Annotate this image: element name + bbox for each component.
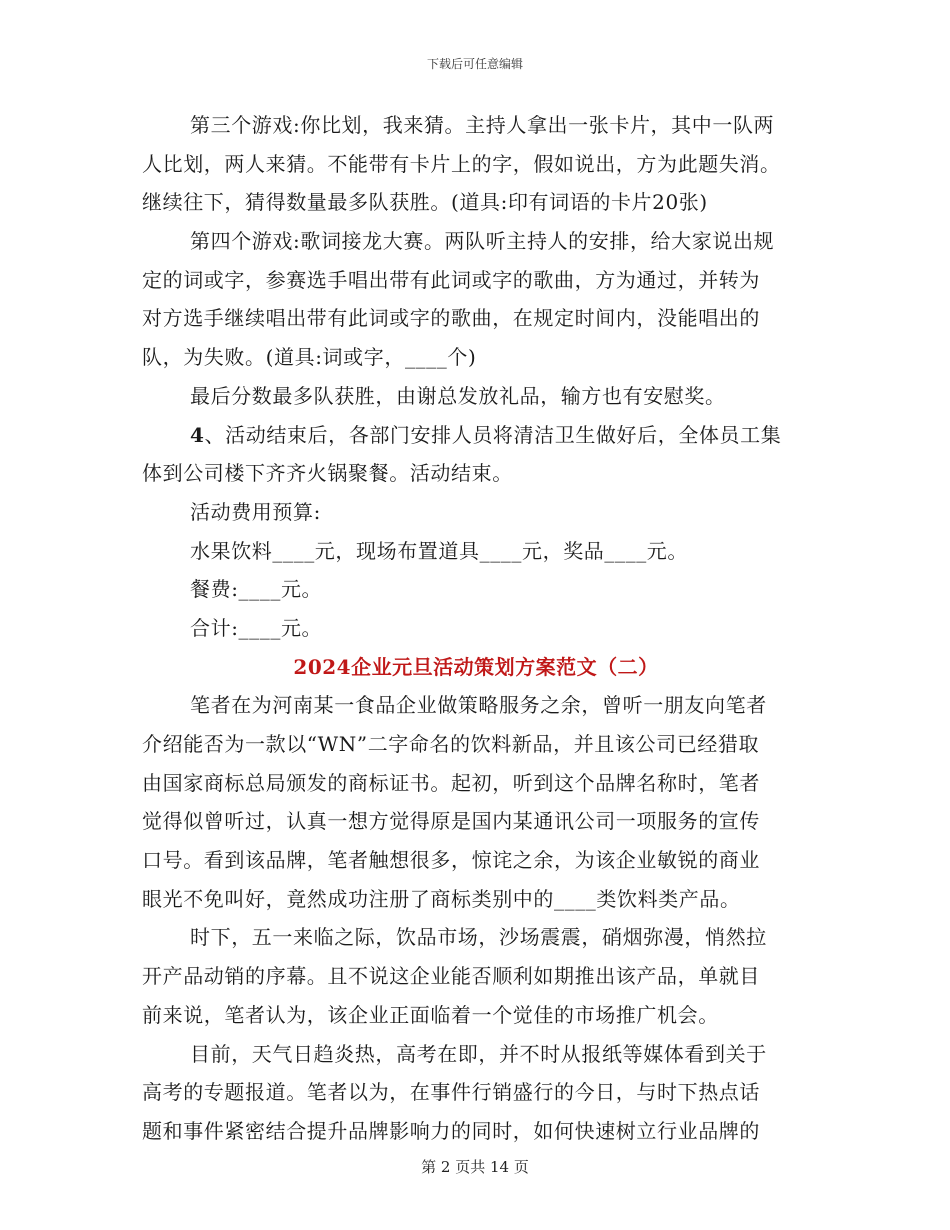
line-text: 眼光不免叫好，竟然成功注册了商标类别中的____类饮料类产品。: [142, 886, 741, 911]
text-line: [142, 532, 810, 571]
line-text: 最后分数最多队获胜，由谢总发放礼品，输方也有安慰奖。: [190, 383, 726, 408]
text-line: [142, 841, 810, 880]
line-text: 定的词或字，参赛选手唱出带有此词或字的歌曲，方为通过，并转为: [142, 267, 760, 292]
text-line: [142, 183, 810, 222]
line-text: 开产品动销的序幕。且不说这企业能否顺利如期推出该产品，单就目: [142, 964, 760, 989]
line-text: 口号。看到该品牌，笔者触想很多，惊诧之余，为该企业敏锐的商业: [142, 848, 760, 873]
text-line: [142, 764, 810, 803]
text-line: [142, 338, 810, 377]
text-line: [142, 261, 810, 300]
text-line: [142, 1073, 810, 1112]
text-line: [142, 609, 810, 648]
text-line: [142, 416, 810, 455]
line-text: 笔者在为河南某一食品企业做策略服务之余，曾听一朋友向笔者: [190, 693, 767, 718]
line-text: 活动费用预算:: [190, 499, 321, 524]
text-line: [142, 918, 810, 957]
text-line: [142, 996, 810, 1035]
line-text: 人比划，两人来猜。不能带有卡片上的字，假如说出，方为此题失消。: [142, 151, 781, 176]
line-text: 、活动结束后，各部门安排人员将清洁卫生做好后，全体员工集: [204, 422, 782, 447]
text-line: [142, 145, 810, 184]
section-two-text: [142, 686, 810, 1150]
page-header: 下载后可任意编辑: [426, 57, 523, 71]
text-line: [142, 222, 810, 261]
text-line: [142, 493, 810, 532]
line-text: 第四个游戏:歌词接龙大赛。两队听主持人的安排，给大家说出规: [190, 229, 775, 254]
text-line: [142, 299, 810, 338]
line-text: 队，为失败。(道具:词或字，____个): [142, 345, 477, 370]
text-line: [142, 454, 810, 493]
text-line: [142, 377, 810, 416]
line-text: 由国家商标总局颁发的商标证书。起初，听到这个品牌名称时，笔者: [142, 770, 760, 795]
line-text: 觉得似曾听过，认真一想方觉得原是国内某通讯公司一项服务的宣传: [142, 809, 760, 834]
list-number: 4: [190, 422, 205, 447]
section-one-text: [142, 106, 810, 648]
line-text: 餐费:____元。: [190, 577, 323, 602]
document-body: [142, 106, 810, 1151]
line-text: 题和事件紧密结合提升品牌影响力的同时，如何快速树立行业品牌的: [142, 1118, 760, 1143]
text-line: [142, 686, 810, 725]
text-line: [142, 570, 810, 609]
line-text: 继续往下，猜得数量最多队获胜。(道具:印有词语的卡片20张): [142, 190, 708, 215]
line-text: 目前，天气日趋炎热，高考在即，并不时从报纸等媒体看到关于: [190, 1041, 767, 1066]
section-title: 2024企业元旦活动策划方案范文（二）: [293, 654, 659, 679]
line-text: 体到公司楼下齐齐火锅聚餐。活动结束。: [142, 461, 513, 486]
line-text: 水果饮料____元，现场布置道具____元，奖品____元。: [190, 538, 688, 563]
line-text: 介绍能否为一款以“WN”二字命名的饮料新品，并且该公司已经猎取: [142, 732, 760, 756]
text-line: [142, 106, 810, 145]
line-text: 对方选手继续唱出带有此词或字的歌曲，在规定时间内，没能唱出的: [142, 306, 760, 331]
line-text: 合计:____元。: [190, 615, 323, 640]
text-line: [142, 880, 810, 919]
line-text: 前来说，笔者认为，该企业正面临着一个觉佳的市场推广机会。: [142, 1002, 719, 1027]
text-line: [142, 1112, 810, 1151]
line-text: 高考的专题报道。笔者以为，在事件行销盛行的今日，与时下热点话: [142, 1080, 760, 1105]
page-footer: 第 2 页共 14 页: [421, 1158, 529, 1176]
text-line: [142, 802, 810, 841]
line-text: 第三个游戏:你比划，我来猜。主持人拿出一张卡片，其中一队两: [190, 113, 775, 137]
line-text: 时下，五一来临之际，饮品市场，沙场震震，硝烟弥漫，悄然拉: [190, 925, 767, 950]
text-line: [142, 725, 810, 764]
text-line: [142, 957, 810, 996]
text-line: [142, 1035, 810, 1074]
